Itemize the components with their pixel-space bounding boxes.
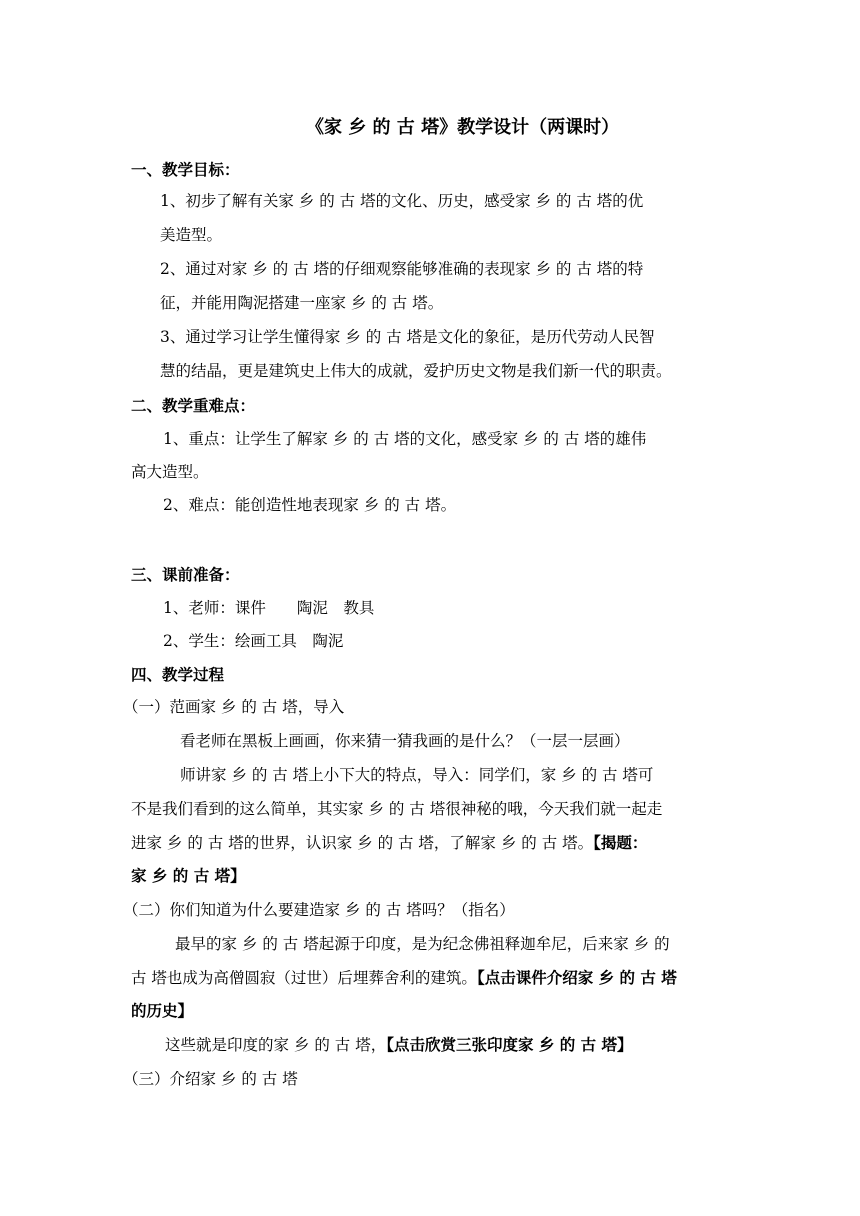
- process-part-2-paragraph-1-line-1: 最早的家 乡 的 古 塔起源于印度，是为纪念佛祖释迦牟尼，后来家 乡 的: [175, 935, 670, 953]
- process-part-2-paragraph-2: [165, 1035, 633, 1055]
- process-part-3-heading: （三）介绍家 乡 的 古 塔: [123, 1070, 298, 1088]
- process-part-1-paragraph-1: 看老师在黑板上画画，你来猜一猜我画的是什么？（一层一层画）: [180, 732, 630, 750]
- preparation-student: 2、学生：绘画工具 陶泥: [163, 632, 344, 650]
- section-heading-process: 四、教学过程: [131, 665, 225, 684]
- appreciation-note: 【点击欣赏三张印度家 乡 的 古 塔】: [386, 1035, 633, 1054]
- process-part-1-paragraph-2-line-2: 不是我们看到的这么简单，其实家 乡 的 古 塔很神秘的哦，今天我们就一起走: [131, 800, 663, 818]
- process-part-1-heading: （一）范画家 乡 的 古 塔，导入: [123, 698, 345, 716]
- objective-2-line-2: 征，并能用陶泥搭建一座家 乡 的 古 塔。: [160, 294, 444, 312]
- section-heading-preparation: 三、课前准备：: [131, 565, 240, 584]
- paragraph-2-text: 这些就是印度的家 乡 的 古 塔，: [165, 1036, 387, 1054]
- objective-2-line-1: 2、通过对家 乡 的 古 塔的仔细观察能够准确的表现家 乡 的 古 塔的特: [160, 260, 644, 278]
- section-heading-key-points: 二、教学重难点：: [131, 396, 256, 415]
- key-point-1-line-2: 高大造型。: [131, 463, 209, 481]
- objective-3-line-1: 3、通过学习让学生懂得家 乡 的 古 塔是文化的象征，是历代劳动人民智: [160, 328, 655, 346]
- process-part-2-paragraph-1-line-3: 的历史】: [131, 1001, 194, 1020]
- objective-3-line-2: 慧的结晶，更是建筑史上伟大的成就，爱护历史文物是我们新一代的职责。: [160, 362, 672, 380]
- section-heading-objectives: 一、教学目标：: [131, 160, 240, 179]
- objective-1-line-1: 1、初步了解有关家 乡 的 古 塔的文化、历史，感受家 乡 的 古 塔的优: [160, 192, 644, 210]
- courseware-history-note: 【点击课件介绍家 乡 的 古 塔: [476, 968, 677, 987]
- line-2-text: 古 塔也成为高僧圆寂（过世）后埋葬舍利的建筑。: [131, 969, 477, 987]
- process-part-2-heading: （二）你们知道为什么要建造家 乡 的 古 塔吗？（指名）: [123, 901, 515, 919]
- document-title: 《家 乡 的 古 塔》教学设计（两课时）: [306, 117, 620, 138]
- process-part-1-paragraph-2-line-1: 师讲家 乡 的 古 塔上小下大的特点，导入：同学们，家 乡 的 古 塔可: [180, 766, 654, 784]
- process-part-1-paragraph-2-line-3: [131, 833, 647, 853]
- line-3-text: 进家 乡 的 古 塔的世界，认识家 乡 的 古 塔，了解家 乡 的 古 塔。: [131, 834, 594, 852]
- preparation-teacher: 1、老师：课件 陶泥 教具: [163, 599, 375, 617]
- objective-1-line-2: 美造型。: [160, 226, 223, 244]
- reveal-title-note: 【揭题：: [593, 833, 648, 852]
- key-point-2: 2、难点：能创造性地表现家 乡 的 古 塔。: [163, 496, 457, 514]
- key-point-1-line-1: 1、重点：让学生了解家 乡 的 古 塔的文化，感受家 乡 的 古 塔的雄伟: [163, 430, 647, 448]
- process-part-1-paragraph-2-line-4: 家 乡 的 古 塔】: [131, 866, 246, 885]
- process-part-2-paragraph-1-line-2: [131, 968, 677, 988]
